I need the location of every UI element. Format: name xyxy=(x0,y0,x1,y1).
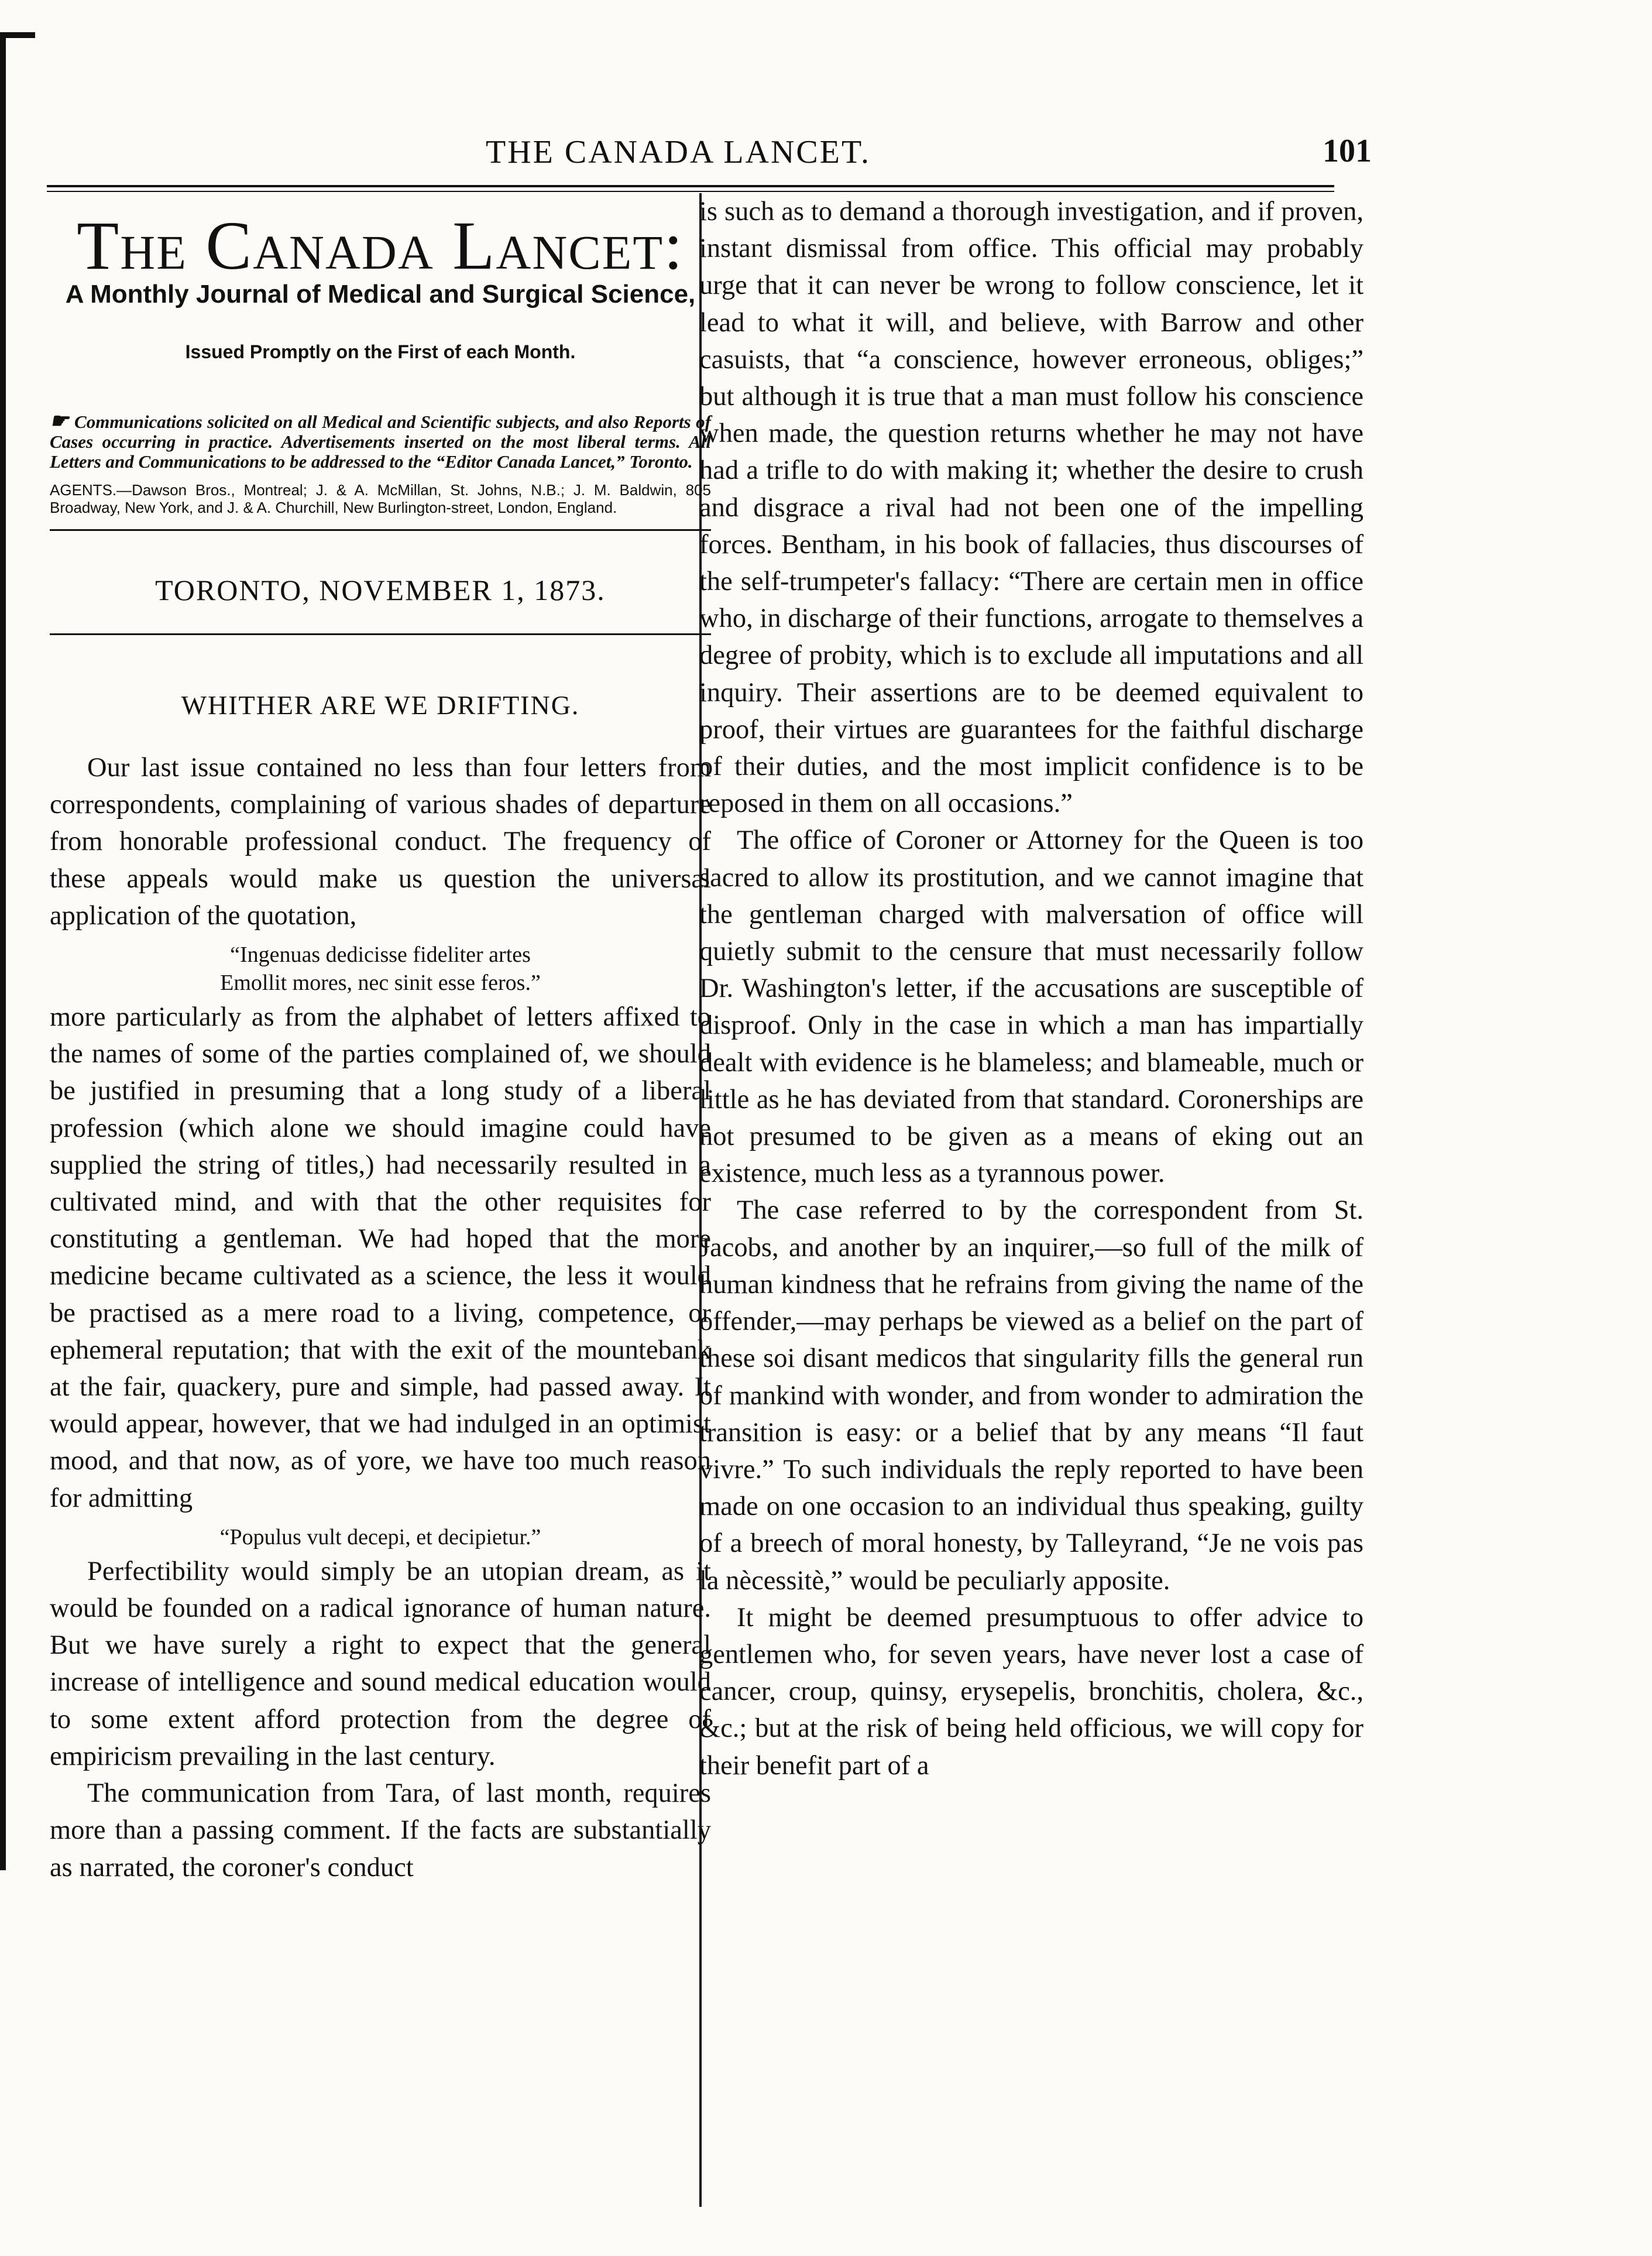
article-paragraph: It might be deemed presumptuous to offer advice to gentlemen who, for seven years, have never lost a case of cancer, croup, quinsy, erysepelis, bronchitis, cholera, &c., &c.; but at the risk of being held officious, we will copy for their benefit part of a xyxy=(699,1602,1363,1781)
dateline-divider xyxy=(50,633,711,635)
left-margin-bar-top xyxy=(0,32,35,38)
header-rule-bottom xyxy=(47,191,1334,192)
latin-quote: “Populus vult decepi, et decipietur.” xyxy=(219,1524,541,1549)
page-number: 101 xyxy=(1323,133,1372,169)
masthead-subtitle: A Monthly Journal of Medical and Surgical Science, xyxy=(65,280,696,309)
left-column xyxy=(50,193,711,1886)
article-paragraph: The communication from Tara, of last month, requires more than a passing comment. If the facts are substantially as narrated, the coroner's conduct xyxy=(50,1778,711,1883)
masthead-notice-block xyxy=(50,411,711,472)
masthead-agents: AGENTS.—Dawson Bros., Montreal; J. & A. McMillan, St. Johns, N.B.; J. M. Baldwin, 805 Broadway, New York, and J. & A. Churchill, New Burlington-street, London, England. xyxy=(50,481,711,516)
masthead-notice: Communications solicited on all Medical and Scientific subjects, and also Reports of Cases occurring in practice. Advertisements inserted on the most liberal terms. All Letters and Communications to be addressed to the “Editor Canada Lancet,” Toronto. xyxy=(50,411,711,472)
article-paragraph: Our last issue contained no less than four letters from correspondents, complaining of various shades of departure from honorable professional conduct. The frequency of these appeals would make us question the universal application of the quotation, xyxy=(50,753,711,931)
pointing-hand-icon: ☛ xyxy=(50,409,75,433)
left-margin-bar xyxy=(0,32,6,1870)
article-heading: WHITHER ARE WE DRIFTING. xyxy=(181,690,580,720)
latin-quote-line: Emollit mores, nec sinit esse feros.” xyxy=(220,971,541,996)
latin-quote-line: “Ingenuas dedicisse fideliter artes xyxy=(230,942,531,968)
article-paragraph: The office of Coroner or Attorney for the Queen is too sacred to allow its prostitution, and we cannot imagine that the gentleman charged with malversation of office will quietly submit to the censure that must necessarily follow Dr. Washington's letter, if the accusations are susceptible of disproof. Only in the case in which a man has impartially dealt with evidence is he blameless; and blameable, much or little as he has deviated from that standard. Coronerships are not presumed to be given as a means of eking out an existence, much less as a tyrannous power. xyxy=(699,825,1363,1189)
right-column xyxy=(699,193,1363,1784)
dateline: TORONTO, NOVEMBER 1, 1873. xyxy=(155,573,606,606)
masthead-divider xyxy=(50,529,711,531)
running-head: THE CANADA LANCET. xyxy=(486,134,871,170)
masthead-issued: Issued Promptly on the First of each Month. xyxy=(185,341,576,363)
article-paragraph: Perfectibility would simply be an utopian dream, as it would be founded on a radical ignorance of human nature. But we have surely a right to expect that the general increase of intelligence and sound medical education would to some extent afford protection from the degree of empiricism prevailing in the last century. xyxy=(50,1556,711,1771)
masthead-title: The Canada Lancet: xyxy=(77,207,684,284)
article-paragraph: more particularly as from the alphabet of letters affixed to the names of some of the parties complained of, we should be justified in presuming that a long study of a liberal profession (which alone we should imagine could have supplied the string of titles,) had necessarily resulted in a cultivated mind, and with that the other requisites for constituting a gentleman. We had hoped that the more medicine became cultivated as a science, the less it would be practised as a mere road to a living, competence, or ephemeral reputation; that with the exit of the mountebank at the fair, quackery, pure and simple, had passed away. It would appear, however, that we had indulged in an optimist mood, and that now, as of yore, we have too much reason for admitting xyxy=(50,1002,711,1513)
header-rule-top xyxy=(47,185,1334,187)
article-paragraph: The case referred to by the correspondent from St. Jacobs, and another by an inquirer,—so full of the milk of human kindness that he refrains from giving the name of the offender,—may perhaps be viewed as a belief on the part of these soi disant medicos that singularity fills the general run of mankind with wonder, and from wonder to admiration the transition is easy: or a belief that by any means “Il faut vivre.” To such individuals the reply reported to have been made on one occasion to an individual thus speaking, guilty of a breech of moral honesty, by Talleyrand, “Je ne vois pas la nècessitè,” would be peculiarly apposite. xyxy=(699,1195,1363,1596)
article-paragraph: is such as to demand a thorough investigation, and if proven, instant dismissal from office. This official may probably urge that it can never be wrong to follow conscience, let it lead to what it will, and believe, with Barrow and other casuists, that “a conscience, however erroneous, obliges;” but although it is true that a man must follow his conscience when made, the question returns whether he may not have had a trifle to do with making it; whether the desire to crush and disgrace a rival had not been one of the impelling forces. Bentham, in his book of fallacies, thus discourses of the self-trumpeter's fallacy: “There are certain men in office who, in discharge of their functions, arrogate to themselves a degree of probity, which is to exclude all imputations and all inquiry. Their assertions are to be deemed equivalent to proof, their virtues are guarantees for the faithful discharge of their duties, and the most implicit confidence is to be reposed in them on all occasions.” xyxy=(699,197,1363,819)
